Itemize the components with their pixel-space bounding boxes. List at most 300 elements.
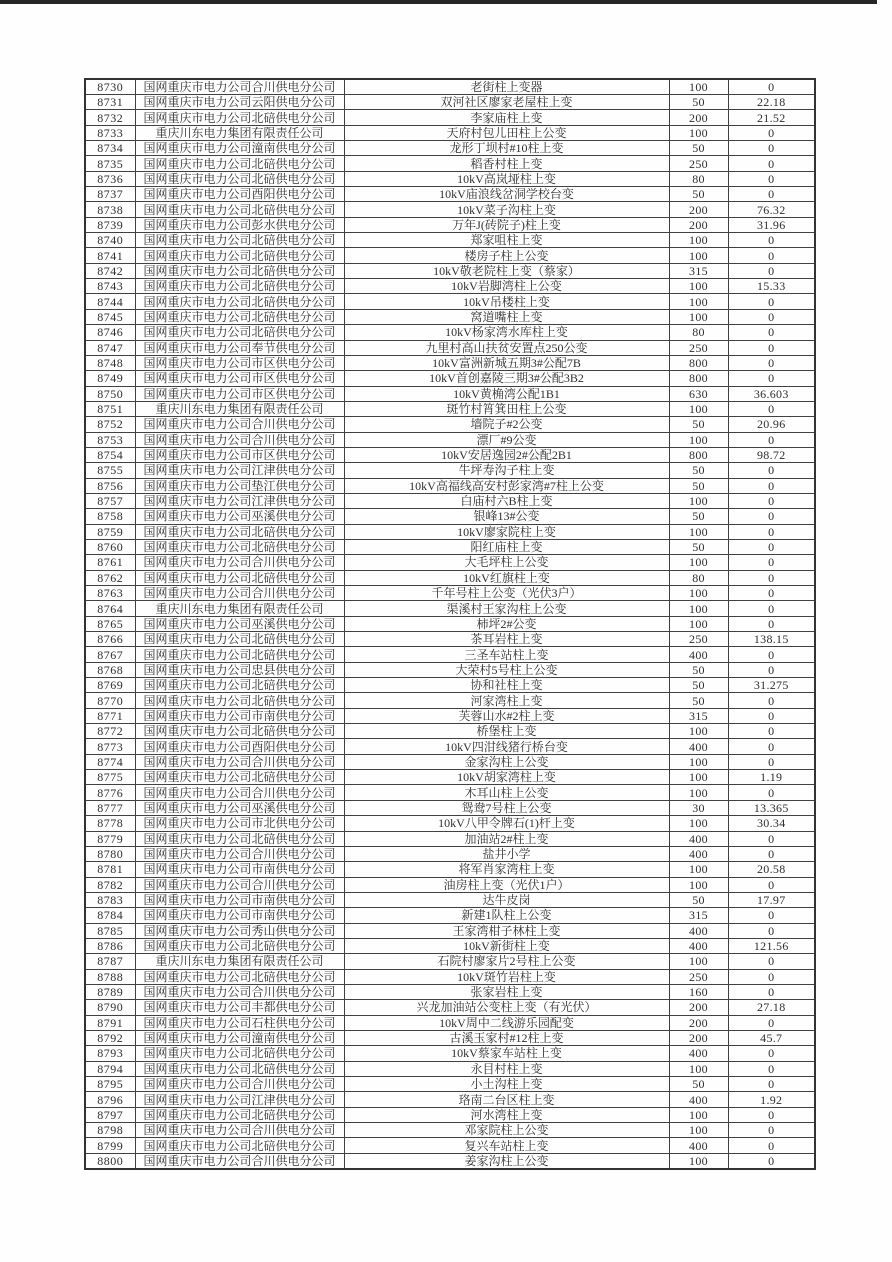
cell-capacity: 100 [669, 432, 728, 447]
cell-value: 30.34 [728, 816, 815, 831]
cell-station: 河水湾柱上变 [344, 1107, 669, 1122]
cell-company: 国网重庆市电力公司合川供电分公司 [135, 1077, 344, 1092]
cell-id: 8764 [85, 601, 135, 616]
cell-station: 珞南二台区柱上变 [344, 1092, 669, 1107]
table-row [85, 877, 815, 892]
cell-station: 10kV新街柱上变 [344, 938, 669, 953]
table-row [85, 969, 815, 984]
cell-station: 10kV敬老院柱上变（蔡家） [344, 263, 669, 278]
cell-id: 8792 [85, 1030, 135, 1045]
table-row [85, 1061, 815, 1076]
cell-capacity: 100 [669, 248, 728, 263]
cell-station: 兴龙加油站公变柱上变（有光伏） [344, 1000, 669, 1015]
cell-value: 0 [728, 1077, 815, 1092]
cell-id: 8761 [85, 555, 135, 570]
cell-company: 国网重庆市电力公司市南供电分公司 [135, 908, 344, 923]
cell-company: 国网重庆市电力公司北碚供电分公司 [135, 570, 344, 585]
cell-value: 22.18 [728, 95, 815, 110]
cell-company: 国网重庆市电力公司市区供电分公司 [135, 355, 344, 370]
cell-station: 金家沟柱上公变 [344, 754, 669, 769]
cell-value: 0 [728, 325, 815, 340]
cell-company: 国网重庆市电力公司合川供电分公司 [135, 432, 344, 447]
table-row [85, 371, 815, 386]
cell-station: 三圣车站柱上变 [344, 647, 669, 662]
table-row [85, 754, 815, 769]
cell-value: 0 [728, 1107, 815, 1122]
cell-value: 36.603 [728, 386, 815, 401]
cell-station: 10kV黄桷湾公配1B1 [344, 386, 669, 401]
cell-id: 8747 [85, 340, 135, 355]
cell-capacity: 50 [669, 1077, 728, 1092]
cell-capacity: 800 [669, 371, 728, 386]
table-row [85, 524, 815, 539]
cell-value: 0 [728, 401, 815, 416]
cell-id: 8793 [85, 1046, 135, 1061]
cell-capacity: 100 [669, 233, 728, 248]
cell-station: 天府村包儿田柱上公变 [344, 125, 669, 140]
table-row [85, 478, 815, 493]
cell-id: 8756 [85, 478, 135, 493]
cell-value: 0 [728, 555, 815, 570]
cell-capacity: 100 [669, 724, 728, 739]
cell-station: 加油站2#柱上变 [344, 831, 669, 846]
cell-capacity: 400 [669, 647, 728, 662]
table-row [85, 447, 815, 462]
cell-id: 8779 [85, 831, 135, 846]
cell-capacity: 200 [669, 217, 728, 232]
cell-station: 桥堡柱上变 [344, 724, 669, 739]
cell-value: 0 [728, 616, 815, 631]
cell-id: 8769 [85, 678, 135, 693]
cell-value: 0 [728, 125, 815, 140]
cell-value: 21.52 [728, 110, 815, 125]
cell-station: 盐井小学 [344, 846, 669, 861]
cell-id: 8791 [85, 1015, 135, 1030]
cell-value: 0 [728, 309, 815, 324]
cell-company: 国网重庆市电力公司北碚供电分公司 [135, 263, 344, 278]
cell-id: 8753 [85, 432, 135, 447]
cell-company: 国网重庆市电力公司市南供电分公司 [135, 862, 344, 877]
cell-company: 国网重庆市电力公司潼南供电分公司 [135, 141, 344, 156]
cell-station: 鸳鸯7号柱上公变 [344, 800, 669, 815]
cell-capacity: 200 [669, 110, 728, 125]
table-row [85, 263, 815, 278]
cell-company: 国网重庆市电力公司潼南供电分公司 [135, 1030, 344, 1045]
cell-station: 斑竹村筲箕田柱上公变 [344, 401, 669, 416]
cell-company: 国网重庆市电力公司市南供电分公司 [135, 708, 344, 723]
cell-value: 0 [728, 754, 815, 769]
table-row [85, 616, 815, 631]
cell-value: 1.19 [728, 770, 815, 785]
cell-value: 45.7 [728, 1030, 815, 1045]
cell-value: 98.72 [728, 447, 815, 462]
cell-station: 永目村柱上变 [344, 1061, 669, 1076]
cell-value: 0 [728, 954, 815, 969]
cell-value: 0 [728, 570, 815, 585]
table-row [85, 770, 815, 785]
cell-station: 10kV岩脚湾柱上公变 [344, 279, 669, 294]
table-row [85, 739, 815, 754]
cell-company: 国网重庆市电力公司合川供电分公司 [135, 754, 344, 769]
cell-capacity: 315 [669, 263, 728, 278]
cell-company: 国网重庆市电力公司北碚供电分公司 [135, 1061, 344, 1076]
cell-id: 8733 [85, 125, 135, 140]
cell-station: 10kV八甲令牌石(1)杆上变 [344, 816, 669, 831]
cell-station: 姜家沟柱上公变 [344, 1153, 669, 1169]
cell-value: 0 [728, 233, 815, 248]
cell-id: 8763 [85, 586, 135, 601]
cell-value: 0 [728, 187, 815, 202]
cell-company: 国网重庆市电力公司北碚供电分公司 [135, 325, 344, 340]
cell-station: 万年J(砖院子)柱上变 [344, 217, 669, 232]
cell-id: 8745 [85, 309, 135, 324]
cell-capacity: 100 [669, 401, 728, 416]
table-row [85, 79, 815, 95]
table-row [85, 110, 815, 125]
cell-capacity: 100 [669, 877, 728, 892]
cell-id: 8799 [85, 1138, 135, 1153]
cell-value: 0 [728, 662, 815, 677]
table-row [85, 586, 815, 601]
cell-company: 国网重庆市电力公司秀山供电分公司 [135, 923, 344, 938]
cell-company: 国网重庆市电力公司合川供电分公司 [135, 1123, 344, 1138]
cell-station: 10kV庙浪线岔洞学校台变 [344, 187, 669, 202]
cell-capacity: 30 [669, 800, 728, 815]
cell-value: 0 [728, 1061, 815, 1076]
cell-value: 13.365 [728, 800, 815, 815]
table-row [85, 309, 815, 324]
cell-value: 0 [728, 539, 815, 554]
cell-capacity: 50 [669, 478, 728, 493]
cell-company: 国网重庆市电力公司市北供电分公司 [135, 816, 344, 831]
cell-company: 国网重庆市电力公司北碚供电分公司 [135, 831, 344, 846]
table-row [85, 846, 815, 861]
table-row [85, 509, 815, 524]
cell-capacity: 100 [669, 1107, 728, 1122]
cell-capacity: 250 [669, 969, 728, 984]
cell-value: 0 [728, 1123, 815, 1138]
cell-company: 国网重庆市电力公司巫溪供电分公司 [135, 616, 344, 631]
cell-capacity: 400 [669, 1092, 728, 1107]
cell-id: 8734 [85, 141, 135, 156]
cell-station: 白庙村六B柱上变 [344, 493, 669, 508]
cell-company: 国网重庆市电力公司酉阳供电分公司 [135, 187, 344, 202]
cell-capacity: 100 [669, 555, 728, 570]
cell-id: 8780 [85, 846, 135, 861]
cell-station: 银峰13#公变 [344, 509, 669, 524]
cell-station: 古溪玉家村#12柱上变 [344, 1030, 669, 1045]
cell-station: 九里村高山扶贫安置点250公变 [344, 340, 669, 355]
cell-id: 8767 [85, 647, 135, 662]
cell-capacity: 100 [669, 770, 728, 785]
cell-company: 国网重庆市电力公司石柱供电分公司 [135, 1015, 344, 1030]
cell-company: 国网重庆市电力公司巫溪供电分公司 [135, 509, 344, 524]
cell-company: 国网重庆市电力公司云阳供电分公司 [135, 95, 344, 110]
table-row [85, 693, 815, 708]
table-row [85, 1015, 815, 1030]
cell-station: 双河社区廖家老屋柱上变 [344, 95, 669, 110]
cell-company: 国网重庆市电力公司奉节供电分公司 [135, 340, 344, 355]
cell-capacity: 80 [669, 171, 728, 186]
cell-company: 国网重庆市电力公司北碚供电分公司 [135, 279, 344, 294]
table-row [85, 1077, 815, 1092]
cell-station: 小土沟柱上变 [344, 1077, 669, 1092]
cell-id: 8731 [85, 95, 135, 110]
cell-id: 8737 [85, 187, 135, 202]
cell-value: 27.18 [728, 1000, 815, 1015]
cell-id: 8782 [85, 877, 135, 892]
cell-company: 国网重庆市电力公司合川供电分公司 [135, 417, 344, 432]
cell-value: 15.33 [728, 279, 815, 294]
cell-capacity: 100 [669, 524, 728, 539]
table-row [85, 463, 815, 478]
cell-capacity: 100 [669, 816, 728, 831]
cell-id: 8739 [85, 217, 135, 232]
cell-capacity: 100 [669, 616, 728, 631]
cell-station: 协和社柱上变 [344, 678, 669, 693]
cell-company: 国网重庆市电力公司市区供电分公司 [135, 371, 344, 386]
table-row [85, 954, 815, 969]
cell-value: 0 [728, 263, 815, 278]
cell-capacity: 160 [669, 984, 728, 999]
cell-company: 国网重庆市电力公司合川供电分公司 [135, 846, 344, 861]
cell-id: 8749 [85, 371, 135, 386]
cell-capacity: 250 [669, 156, 728, 171]
cell-value: 0 [728, 647, 815, 662]
table-row [85, 647, 815, 662]
cell-value: 0 [728, 846, 815, 861]
cell-company: 国网重庆市电力公司北碚供电分公司 [135, 1138, 344, 1153]
table-row [85, 938, 815, 953]
cell-capacity: 100 [669, 1061, 728, 1076]
cell-company: 国网重庆市电力公司北碚供电分公司 [135, 294, 344, 309]
cell-station: 老街柱上变器 [344, 79, 669, 95]
cell-id: 8746 [85, 325, 135, 340]
cell-capacity: 80 [669, 570, 728, 585]
cell-capacity: 100 [669, 79, 728, 95]
cell-id: 8744 [85, 294, 135, 309]
cell-id: 8776 [85, 785, 135, 800]
cell-value: 0 [728, 877, 815, 892]
cell-station: 10kV周中二线游乐园配变 [344, 1015, 669, 1030]
cell-station: 新建1队柱上公变 [344, 908, 669, 923]
cell-company: 国网重庆市电力公司北碚供电分公司 [135, 693, 344, 708]
table-row [85, 248, 815, 263]
cell-id: 8759 [85, 524, 135, 539]
table-row [85, 1000, 815, 1015]
cell-value: 0 [728, 724, 815, 739]
cell-value: 0 [728, 340, 815, 355]
cell-station: 木耳山柱上公变 [344, 785, 669, 800]
cell-value: 0 [728, 923, 815, 938]
table-row [85, 862, 815, 877]
cell-company: 国网重庆市电力公司北碚供电分公司 [135, 110, 344, 125]
cell-company: 国网重庆市电力公司北碚供电分公司 [135, 770, 344, 785]
table-row [85, 1107, 815, 1122]
cell-id: 8742 [85, 263, 135, 278]
cell-value: 0 [728, 708, 815, 723]
cell-company: 国网重庆市电力公司北碚供电分公司 [135, 1046, 344, 1061]
cell-capacity: 50 [669, 892, 728, 907]
cell-capacity: 50 [669, 662, 728, 677]
table-row [85, 432, 815, 447]
cell-station: 10kV廖家院柱上变 [344, 524, 669, 539]
cell-id: 8783 [85, 892, 135, 907]
table-row [85, 294, 815, 309]
cell-value: 0 [728, 141, 815, 156]
cell-company: 国网重庆市电力公司北碚供电分公司 [135, 171, 344, 186]
table-row [85, 217, 815, 232]
table-row [85, 417, 815, 432]
cell-capacity: 400 [669, 923, 728, 938]
cell-company: 国网重庆市电力公司北碚供电分公司 [135, 1107, 344, 1122]
cell-id: 8757 [85, 493, 135, 508]
cell-value: 121.56 [728, 938, 815, 953]
cell-company: 国网重庆市电力公司北碚供电分公司 [135, 632, 344, 647]
cell-capacity: 100 [669, 493, 728, 508]
cell-station: 10kV富洲新城五期3#公配7B [344, 355, 669, 370]
cell-company: 国网重庆市电力公司合川供电分公司 [135, 586, 344, 601]
cell-capacity: 100 [669, 754, 728, 769]
cell-station: 石院村廖家片2号柱上公变 [344, 954, 669, 969]
cell-company: 重庆川东电力集团有限责任公司 [135, 401, 344, 416]
cell-id: 8743 [85, 279, 135, 294]
cell-value: 31.275 [728, 678, 815, 693]
cell-station: 芙蓉山水#2柱上变 [344, 708, 669, 723]
cell-station: 千年号柱上公变（光伏3户） [344, 586, 669, 601]
table-row [85, 233, 815, 248]
table-row [85, 662, 815, 677]
cell-capacity: 100 [669, 125, 728, 140]
cell-station: 10kV红旗柱上变 [344, 570, 669, 585]
cell-station: 复兴车站柱上变 [344, 1138, 669, 1153]
table-row [85, 724, 815, 739]
power-station-table [84, 78, 816, 1170]
cell-station: 10kV四泔线猪行桥台变 [344, 739, 669, 754]
table-row [85, 1138, 815, 1153]
cell-company: 国网重庆市电力公司合川供电分公司 [135, 1153, 344, 1169]
cell-station: 稻香村柱上变 [344, 156, 669, 171]
cell-value: 0 [728, 463, 815, 478]
table-row [85, 601, 815, 616]
cell-value: 0 [728, 171, 815, 186]
cell-value: 0 [728, 1138, 815, 1153]
table-row [85, 984, 815, 999]
cell-capacity: 100 [669, 954, 728, 969]
cell-company: 重庆川东电力集团有限责任公司 [135, 125, 344, 140]
cell-station: 10kV首创嘉陵三期3#公配3B2 [344, 371, 669, 386]
cell-station: 大毛坪柱上公变 [344, 555, 669, 570]
cell-station: 10kV高岚垭柱上变 [344, 171, 669, 186]
cell-station: 10kV高福线高安村彭家湾#7柱上公变 [344, 478, 669, 493]
cell-station: 10kV杨家湾水库柱上变 [344, 325, 669, 340]
cell-value: 0 [728, 493, 815, 508]
cell-id: 8798 [85, 1123, 135, 1138]
cell-capacity: 100 [669, 601, 728, 616]
cell-id: 8730 [85, 79, 135, 95]
cell-id: 8790 [85, 1000, 135, 1015]
cell-id: 8775 [85, 770, 135, 785]
cell-id: 8762 [85, 570, 135, 585]
cell-company: 国网重庆市电力公司垫江供电分公司 [135, 478, 344, 493]
table-row [85, 202, 815, 217]
table-row [85, 340, 815, 355]
cell-value: 0 [728, 785, 815, 800]
table-row [85, 570, 815, 585]
cell-id: 8787 [85, 954, 135, 969]
cell-id: 8773 [85, 739, 135, 754]
table-row [85, 555, 815, 570]
cell-capacity: 100 [669, 309, 728, 324]
cell-company: 国网重庆市电力公司北碚供电分公司 [135, 524, 344, 539]
cell-id: 8789 [85, 984, 135, 999]
table-row [85, 325, 815, 340]
cell-capacity: 50 [669, 187, 728, 202]
cell-station: 大荣村5号柱上公变 [344, 662, 669, 677]
table-row [85, 678, 815, 693]
cell-id: 8784 [85, 908, 135, 923]
table-row [85, 141, 815, 156]
table-row [85, 816, 815, 831]
cell-id: 8754 [85, 447, 135, 462]
cell-id: 8788 [85, 969, 135, 984]
cell-station: 10kV斑竹岩柱上变 [344, 969, 669, 984]
cell-station: 10kV胡家湾柱上变 [344, 770, 669, 785]
cell-station: 漂厂#9公变 [344, 432, 669, 447]
cell-company: 国网重庆市电力公司江津供电分公司 [135, 493, 344, 508]
cell-station: 楼房子柱上公变 [344, 248, 669, 263]
cell-company: 国网重庆市电力公司丰都供电分公司 [135, 1000, 344, 1015]
cell-value: 20.96 [728, 417, 815, 432]
cell-value: 76.32 [728, 202, 815, 217]
cell-station: 河家湾柱上变 [344, 693, 669, 708]
cell-station: 张家岩柱上变 [344, 984, 669, 999]
cell-company: 国网重庆市电力公司北碚供电分公司 [135, 647, 344, 662]
cell-capacity: 250 [669, 340, 728, 355]
cell-capacity: 100 [669, 785, 728, 800]
cell-company: 国网重庆市电力公司北碚供电分公司 [135, 309, 344, 324]
cell-company: 国网重庆市电力公司江津供电分公司 [135, 463, 344, 478]
cell-capacity: 400 [669, 846, 728, 861]
cell-company: 国网重庆市电力公司北碚供电分公司 [135, 938, 344, 953]
cell-company: 国网重庆市电力公司北碚供电分公司 [135, 969, 344, 984]
cell-company: 国网重庆市电力公司北碚供电分公司 [135, 724, 344, 739]
cell-id: 8800 [85, 1153, 135, 1169]
cell-value: 0 [728, 831, 815, 846]
table-row [85, 355, 815, 370]
cell-id: 8751 [85, 401, 135, 416]
table-row [85, 95, 815, 110]
cell-capacity: 80 [669, 325, 728, 340]
cell-capacity: 800 [669, 447, 728, 462]
cell-capacity: 50 [669, 693, 728, 708]
cell-id: 8795 [85, 1077, 135, 1092]
cell-id: 8735 [85, 156, 135, 171]
cell-capacity: 50 [669, 509, 728, 524]
cell-company: 重庆川东电力集团有限责任公司 [135, 954, 344, 969]
cell-id: 8750 [85, 386, 135, 401]
cell-id: 8748 [85, 355, 135, 370]
cell-value: 0 [728, 294, 815, 309]
cell-capacity: 315 [669, 908, 728, 923]
cell-id: 8786 [85, 938, 135, 953]
cell-company: 国网重庆市电力公司北碚供电分公司 [135, 233, 344, 248]
cell-capacity: 250 [669, 632, 728, 647]
table-row [85, 401, 815, 416]
cell-value: 0 [728, 156, 815, 171]
cell-station: 邓家院柱上公变 [344, 1123, 669, 1138]
cell-id: 8760 [85, 539, 135, 554]
